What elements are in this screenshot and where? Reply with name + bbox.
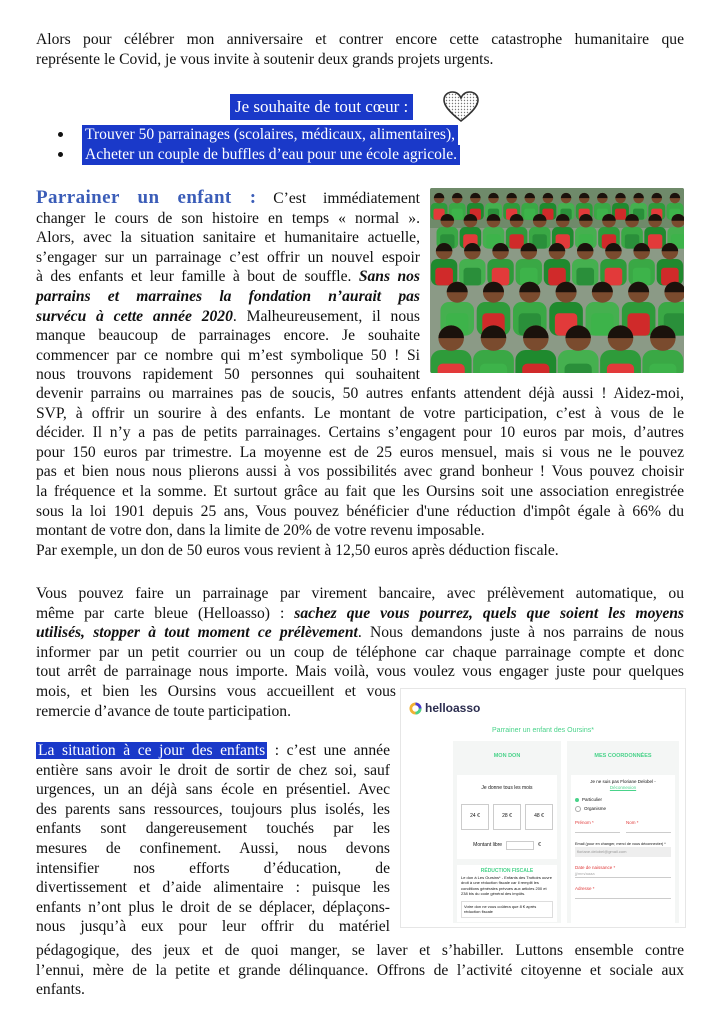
parrainer-line: SVP, à offrir un sourire à des enfants. Le montant de votre participation, c’est à vous de le: [36, 404, 684, 422]
situation-line: divertissement et d’aide alimentaire : puisque les: [36, 879, 390, 897]
child-backpack: [509, 234, 523, 248]
wish-list: [58, 125, 518, 165]
bullet-icon: [58, 132, 63, 137]
situation-line: : c’est une année: [267, 742, 390, 759]
logout-link[interactable]: Déconnexion: [609, 784, 637, 790]
heart-outline-icon: [442, 90, 480, 124]
children-photo: [430, 188, 684, 373]
parrainer-continued: [36, 384, 684, 560]
not-user-text: Je ne suis pas Floriane Delobel -: [590, 778, 656, 784]
montant-unit: €: [538, 841, 541, 848]
intro-line-2: représente le Covid, je vous invite à soutenir deux grands projets urgents.: [36, 50, 494, 68]
nom-label: Nom *: [626, 819, 639, 825]
frequency-label: Je donne tous les mois: [481, 784, 533, 791]
child-backpack: [522, 364, 549, 373]
address-label: Adresse *: [575, 885, 595, 891]
parrainer-line: manque beaucoup de parrainages encore. Je souhaite: [36, 327, 420, 345]
prenom-input[interactable]: [575, 826, 620, 833]
radio-label: Particulier: [582, 796, 603, 802]
child-backpack: [615, 209, 626, 220]
cost-text: réduction fiscale: [464, 909, 493, 915]
email-field[interactable]: floriane.delobel@gmail.com: [575, 847, 671, 857]
child-backpack: [480, 364, 507, 373]
virement-line: Vous pouvez faire un parrainage par virement bancaire, avec prélèvement automatique, ou: [36, 585, 684, 602]
virement-line: tout arrêt de parrainage nous importe. Mais voilà, vous voulez vous engager juste pour quelques: [36, 663, 684, 681]
child-backpack: [607, 364, 634, 373]
radio-label: Organisme: [584, 805, 607, 811]
wish-text: Je souhaite de tout cœur :: [230, 94, 413, 120]
bold-phrase: sachez que vous pourrez, quels que soient les moyens: [294, 604, 684, 622]
parrainer-line: s’engager sur un parrainage c’est offrir un nouvel espoir: [36, 248, 420, 266]
wish-list-item: [58, 145, 518, 165]
bold-phrase: Sans nos: [358, 268, 420, 286]
parrainer-line: commencer par ce nombre qui m’est symbolique 50 ! Si: [36, 346, 420, 364]
wish-heading: [230, 94, 413, 122]
coord-panel: [567, 741, 679, 923]
virement-line: informer par un petit courrier ou un coup de téléphone car chaque parrainage compte et donc: [36, 643, 684, 661]
virement-end: [36, 682, 396, 721]
tab-don[interactable]: MON DON: [493, 753, 521, 759]
reduction-text: 238 bis du code général des impôts.: [461, 891, 526, 897]
situation-line: des parents sans ressources, toujours plus isolés, les: [36, 800, 390, 818]
parrainer-line: . Malheureusement, il nous: [232, 307, 420, 325]
don-panel: [453, 741, 561, 923]
tab-coordonnees[interactable]: MES COORDONNÉES: [594, 753, 652, 759]
form-title: Parrainer un enfant des Oursins*: [492, 727, 594, 734]
email-label: Email (pour en changer, merci de vous déconnecter) *: [575, 841, 666, 846]
situation-line: enfants sont dangereusement touchés par les: [36, 820, 390, 838]
radio-checked-icon[interactable]: [575, 798, 579, 802]
child-backpack: [648, 234, 662, 248]
helloasso-form-screenshot: [400, 688, 686, 928]
parrainer-line: nous trouvons rapidement 50 personnes qui souhaitent: [36, 366, 420, 384]
virement-line: . Nous demandons juste à nos parrains de nous: [357, 624, 684, 642]
bold-phrase: utilisés, stopper à tout moment ce prélèvement: [36, 624, 358, 642]
intro-line-1: Alors pour célébrer mon anniversaire et contrer encore cette catastrophe humanitaire que: [36, 31, 684, 48]
parrainer-example: Par exemple, un don de 50 euros vous revient à 12,50 euros après déduction fiscale.: [36, 541, 559, 559]
bullet-icon: [58, 152, 63, 157]
parrainer-section: [36, 188, 420, 385]
parrainer-title: Parrainer un enfant :: [36, 187, 257, 208]
cost-text: Votre don ne vous coûtera que 8 € après: [464, 903, 537, 909]
situation-line: mesures de confinement. Aussi, nous devons: [36, 839, 390, 857]
amount-option[interactable]: 24 €: [461, 804, 489, 830]
birth-label: Date de naissance *: [575, 864, 616, 870]
reduction-title: RÉDUCTION FISCALE: [480, 868, 534, 875]
parrainer-line: sous la loi 1901 depuis 25 ans, Vous pouvez bénéficier d'une réduction d'impôt égale à 66% du: [36, 502, 684, 520]
wish-list-item: [58, 125, 518, 145]
prenom-label: Prénom *: [575, 819, 594, 825]
parrainer-line: changer le cours de son histoire en temps « normal ».: [36, 209, 420, 227]
child-backpack: [576, 268, 594, 286]
parrainer-line: pour 150 euros par trimestre. La moyenne est de 25 euros mensuel, mais si vous ne le pouvez: [36, 443, 684, 461]
situation-line: urgences, un an déjà sans école en présentiel. Avec: [36, 781, 390, 799]
virement-line: remercie d’avance de toute participation.: [36, 702, 291, 720]
reduction-text: droit à une réduction fiscale car il remplit les: [461, 880, 539, 886]
child-backpack: [649, 364, 676, 373]
situation-line: enfants n’ont plus le droit de se déplacer, déplaçons-: [36, 898, 390, 916]
parrainer-line: décider. Il n’y a pas de petits parrainages. Certains s’engagent pour 10 euros par mois, d’autres: [36, 424, 684, 442]
virement-paragraph: [36, 584, 684, 682]
parrainer-line: Alors, avec la situation sanitaire et humanitaire actuelle,: [36, 229, 420, 247]
reduction-text: conditions générales prévues aux articles 200 et: [461, 885, 547, 891]
situation-line: enfants.: [36, 981, 85, 999]
address-input[interactable]: [575, 892, 671, 899]
parrainer-line: devenir parrains ou marraines pas de soucis, 50 autres enfants attendent déjà aussi ! Aidez-moi,: [36, 385, 684, 402]
amount-option[interactable]: 28 €: [493, 804, 521, 830]
situation-title: La situation à ce jour des enfants: [38, 742, 266, 759]
wish-item-text: Trouver 50 parrainages (scolaires, médicaux, alimentaires),: [82, 125, 458, 145]
situation-line: pédagogique, des jeux et de quoi manger, se laver et s’habiller. Luttons ensemble contre: [36, 942, 684, 959]
virement-line: même par carte bleue (Helloasso) :: [36, 604, 295, 622]
parrainer-line: montant de votre don, dans la limite de 20% de votre revenu imposable.: [36, 522, 485, 540]
bold-phrase: parrains et marraines la fondation n’aurait pas: [36, 287, 420, 305]
parrainer-line: C’est immédiatement: [256, 190, 420, 207]
parrainer-line: à des enfants et leur famille à bout de souffle.: [36, 268, 352, 286]
reduction-text: Le don à Les Oursins* - Enfants des Trottoirs ouvre: [461, 874, 552, 880]
virement-line: mois, et bien les Oursins vous accueillent et vous: [36, 683, 396, 700]
situation-line: l’ennui, mère de la petite et grande délinquance. Offrons de l’activité citoyenne et sociale aux: [36, 961, 684, 979]
helloasso-brand: helloasso: [425, 701, 481, 715]
child-backpack: [438, 364, 465, 373]
birth-input[interactable]: jj/mm/aaaa: [575, 871, 671, 878]
situation-section: [36, 741, 390, 937]
situation-line: entière sans avoir le droit de sortir de chez soi, sauf: [36, 761, 390, 779]
child-backpack: [464, 268, 482, 286]
parrainer-line: la fréquence et la somme. Et surtout grâce au fait que les Oursins soit une association enregistrée: [36, 482, 684, 500]
child-backpack: [565, 364, 592, 373]
nom-input[interactable]: [626, 826, 671, 833]
montant-input[interactable]: [506, 841, 534, 850]
radio-icon[interactable]: [575, 806, 581, 812]
child-backpack: [435, 268, 453, 286]
montant-label: Montant libre: [473, 841, 503, 848]
situation-continued: [36, 941, 684, 1000]
situation-line: intensifier nos efforts d’éducation, de: [36, 859, 390, 877]
intro-paragraph: [36, 30, 684, 69]
bold-phrase: survécu à cette année 2020: [36, 307, 233, 325]
child-backpack: [605, 268, 623, 286]
parrainer-line: pas et bien nous nous plierons aussi à vos possibilités avec grand bonheur ! Vous pouvez choisir: [36, 463, 684, 481]
amount-option[interactable]: 48 €: [525, 804, 553, 830]
helloasso-ring-icon: [409, 702, 422, 715]
wish-item-text: Acheter un couple de buffles d’eau pour une école agricole.: [82, 145, 460, 165]
helloasso-logo: [409, 699, 480, 719]
situation-line: nous jusqu’à eux pour leur offrir du matériel: [36, 918, 390, 936]
